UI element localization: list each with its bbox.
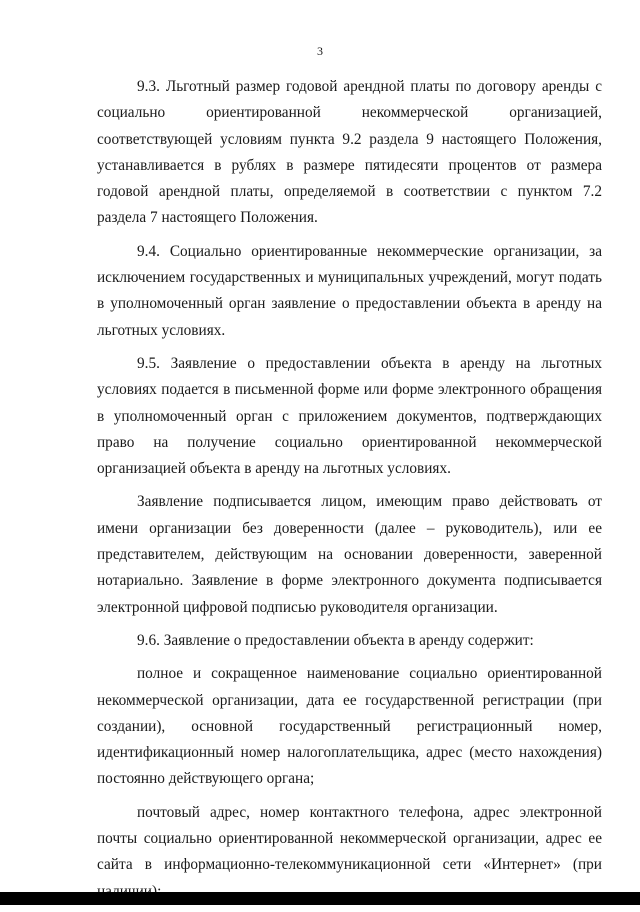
paragraph-9-4: 9.4. Социально ориентированные некоммерческие организации, за исключением государственных и муниципальных учреждений, могут подать в уполномоченный орган заявление о предоставлении объекта в аренду на льготных условиях. xyxy=(97,242,602,339)
paragraph-name-item: полное и сокращенное наименование социально ориентированной некоммерческой организации, дата ее государственной регистрации (при создании), основной государственный регистрационный номер, идентификационный номер налогоплательщика, адрес (место нахождения) постоянно действующего органа; xyxy=(97,665,602,788)
scan-bottom-edge xyxy=(0,892,640,905)
paragraph-9-3: 9.3. Льготный размер годовой арендной платы по договору аренды с социально ориентированной некоммерческой организацией, соответствующей условиям пункта 9.2 раздела 9 настоящего Положения, устанавливается в рублях в размере пятидесяти процентов от размера годовой арендной платы, определяемой в соответствии с пунктом 7.2 раздела 7 настоящего Положения. xyxy=(97,78,602,227)
paragraph-9-5: 9.5. Заявление о предоставлении объекта в аренду на льготных условиях подается в письменной форме или форме электронного обращения в уполномоченный орган с приложением документов, подтверждающих право на получение социально ориентированной некоммерческой организацией объекта в аренду на льготных условиях. xyxy=(97,354,602,478)
document-body xyxy=(97,74,602,912)
paragraph-address-item: почтовый адрес, номер контактного телефона, адрес электронной почты социально ориентированной некоммерческой организации, адрес ее сайта в информационно-телекоммуникационной сети «Интернет» (при xyxy=(97,803,602,874)
paragraph-signature: Заявление подписывается лицом, имеющим право действовать от имени организации без доверенности (далее – руководитель), или ее представителем, действующим на основании доверенности, заверенной нотариально. Заявление в форме электронного документа подписывается электронной цифровой подписью руководителя организации. xyxy=(97,493,602,616)
paragraph-9-6: 9.6. Заявление о предоставлении объекта в аренду содержит: xyxy=(137,631,534,649)
page-number: 3 xyxy=(317,44,323,58)
